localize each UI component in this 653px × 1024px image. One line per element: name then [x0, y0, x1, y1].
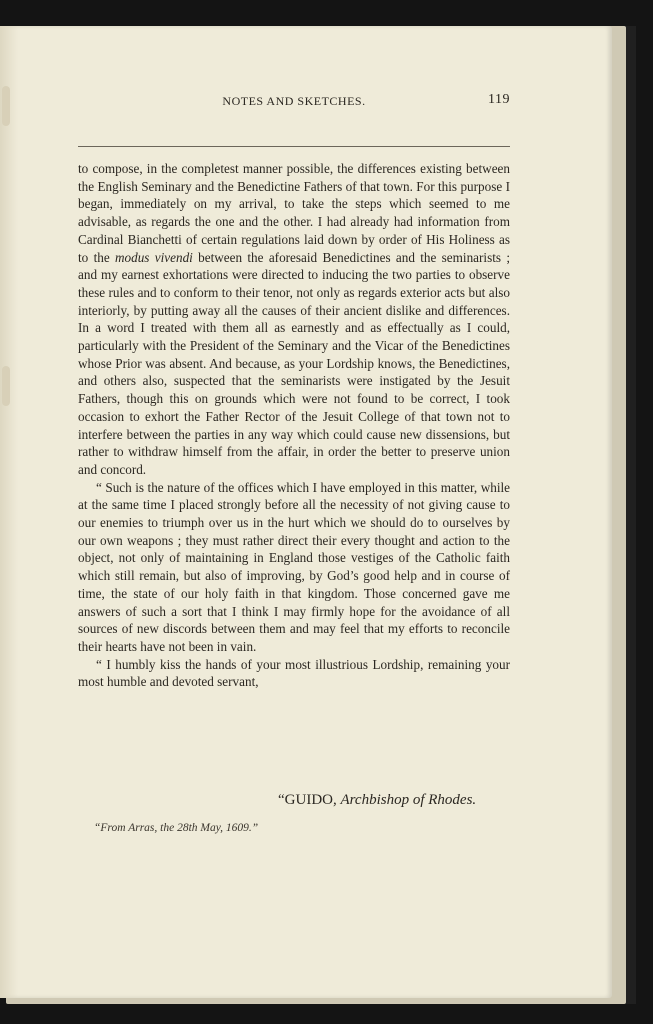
- body-text: [78, 160, 510, 691]
- signature-name: “GUIDO,: [278, 792, 341, 808]
- binding-mark: [2, 366, 10, 406]
- paragraph-3: “ I humbly kiss the hands of your most illustrious Lordship, remaining your most humble and devoted servant,: [78, 656, 510, 690]
- page-number: 119: [488, 92, 510, 107]
- paragraph-2: “ Such is the nature of the offices which I have employed in this matter, while at the same time I placed strongly before all the necessity of not giving cause to our enemies to triumph over us in the hurt which we should do to ourselves by our own weapons ; they must rather direct their every thought and action to the object, not only of maintaining in England those vestiges of the Catholic faith which still remain, but also of improving, by God’s good help and in course of time, the state of our holy faith in that kingdom. Those concerned gave me answers of such a sort that I think I may firmly hope for the avoidance of all sources of new discords between them and may feel that my efforts to reconcile their hearts have not been in vain.: [78, 479, 510, 654]
- dateline: “From Arras, the 28th May, 1609.”: [94, 822, 259, 834]
- italic-phrase: modus vivendi: [115, 249, 193, 265]
- paragraph-1-start: to compose, in the completest manner possible, the differences existing between the English Seminary and the Benedictine Fathers of that town. For this purpose I began, immediately on my arrival, to take the steps which seemed to me advisable, as regards the one and the other. I had already had information from Cardinal Bianchetti of certain regulations laid down by order of His Holiness as to the: [78, 161, 510, 265]
- paragraph-1: [78, 160, 510, 479]
- signature-title: Archbishop of Rhodes.: [340, 792, 477, 808]
- paragraph-1-end: between the aforesaid Benedictines and the seminarists ; and my earnest exhortations were directed to inducing the two parties to observe these rules and to conform to their tenor, not only as regards exterior acts but also interiorly, by putting away all the causes of their ancient dislike and differences. In a word I treated with them all as earnestly and as effectually as I could, particularly with the President of the Seminary and the Vicar of the Benedictines whose Prior was absent. And because, as your Lordship knows, the Benedictines, and others also, suspected that the seminarists were instigated by the Jesuit Fathers, though this on grounds which were not found to be correct, I took occasion to exhort the Father Rector of the Jesuit College of that town not to interfere between the parties in any way which could cause new dissensions, but rather to withdraw himself from the affair, in order the better to preserve union and concord.: [78, 249, 510, 477]
- signature: [278, 792, 518, 809]
- running-head: [78, 92, 510, 112]
- header-rule: [78, 146, 510, 147]
- running-title: NOTES AND SKETCHES.: [222, 94, 366, 108]
- gutter-shadow: [0, 26, 18, 998]
- binding-mark: [2, 86, 10, 126]
